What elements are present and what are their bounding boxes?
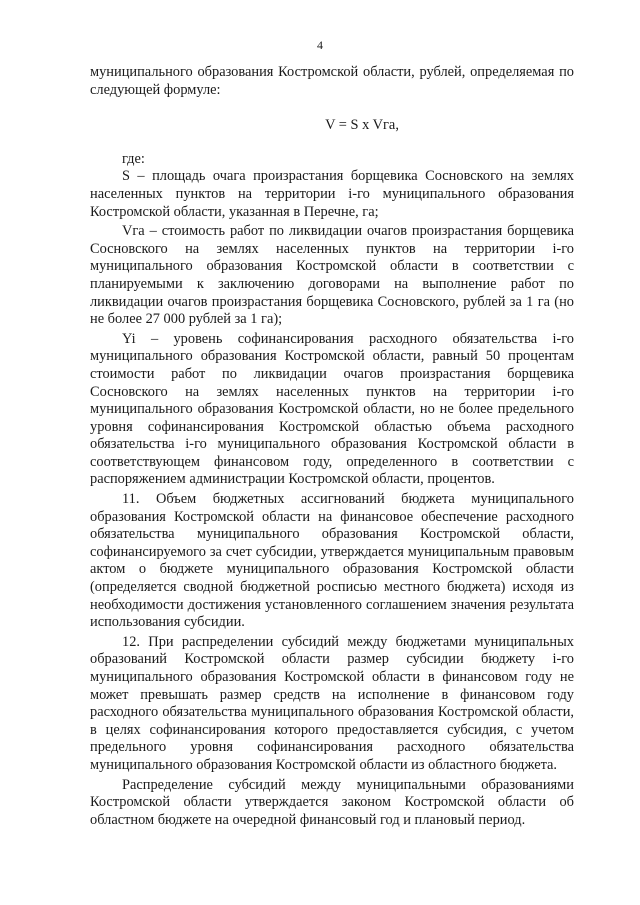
paragraph-distribution: Распределение субсидий между муниципальными образованиями Костромской области утверждается законом Костромской области об областном бюджете на очередной финансовый год и плановый период. bbox=[90, 776, 574, 828]
formula: V = S x Vга, bbox=[325, 117, 399, 134]
paragraph-11: 11. Объем бюджетных ассигнований бюджета муниципального образования Костромской области на финансовое обеспечение расходного обязательства муниципального образования Костромской области, софинансируемого за счет субсидии, утверждается муниципальным правовым актом о бюджете муниципального образования Костромской области (определяется сводной бюджетной росписью местного бюджета) исходя из необходимости достижения установленного соглашением значения результата использования субсидии. bbox=[90, 491, 574, 631]
definition-vga: Vга – стоимость работ по ликвидации очагов произрастания борщевика Сосновского на землях населенных пунктов на территории i-го муниципального образования Костромской области в соответствии с планируемыми к заключению договорами на выполнение работ по ликвидации очагов произрастания борщевика Сосновского, рублей за 1 га (но не более 27 000 рублей за 1 га); bbox=[90, 223, 574, 328]
paragraph-12: 12. При распределении субсидий между бюджетами муниципальных образований Костромской области размер субсидии бюджету i-го муниципального образования Костромской области в финансовом году не может превышать размер средств на исполнение в финансовом году расходного обязательства муниципального образования Костромской области, в целях софинансирования которого предоставляется субсидия, с учетом предельного уровня софинансирования расходного обязательства муниципального образования Костромской области из областного бюджета. bbox=[90, 633, 574, 773]
page-number: 4 bbox=[317, 38, 323, 52]
where-label: где: bbox=[122, 150, 145, 167]
definition-s: S – площадь очага произрастания борщевика Сосновского на землях населенных пунктов на территории i-го муниципального образования Костромской области, указанная в Перечне, га; bbox=[90, 168, 574, 220]
document-body bbox=[90, 64, 574, 829]
intro-paragraph: муниципального образования Костромской области, рублей, определяемая по следующей формуле: bbox=[90, 64, 574, 98]
definition-yi: Yi – уровень софинансирования расходного обязательства i-го муниципального образования Костромской области, равный 50 процентам стоимости работ по ликвидации очагов произрастания борщевика Сосновского на землях населенных пунктов на территории i-го муниципального образования Костромской области, но не более предельного уровня софинансирования Костромской областью объема расходного обязательства i-го муниципального образования Костромской области в соответствующем финансовом году, определенного в соответствии с распоряжением администрации Костромской области, процентов. bbox=[90, 330, 574, 488]
